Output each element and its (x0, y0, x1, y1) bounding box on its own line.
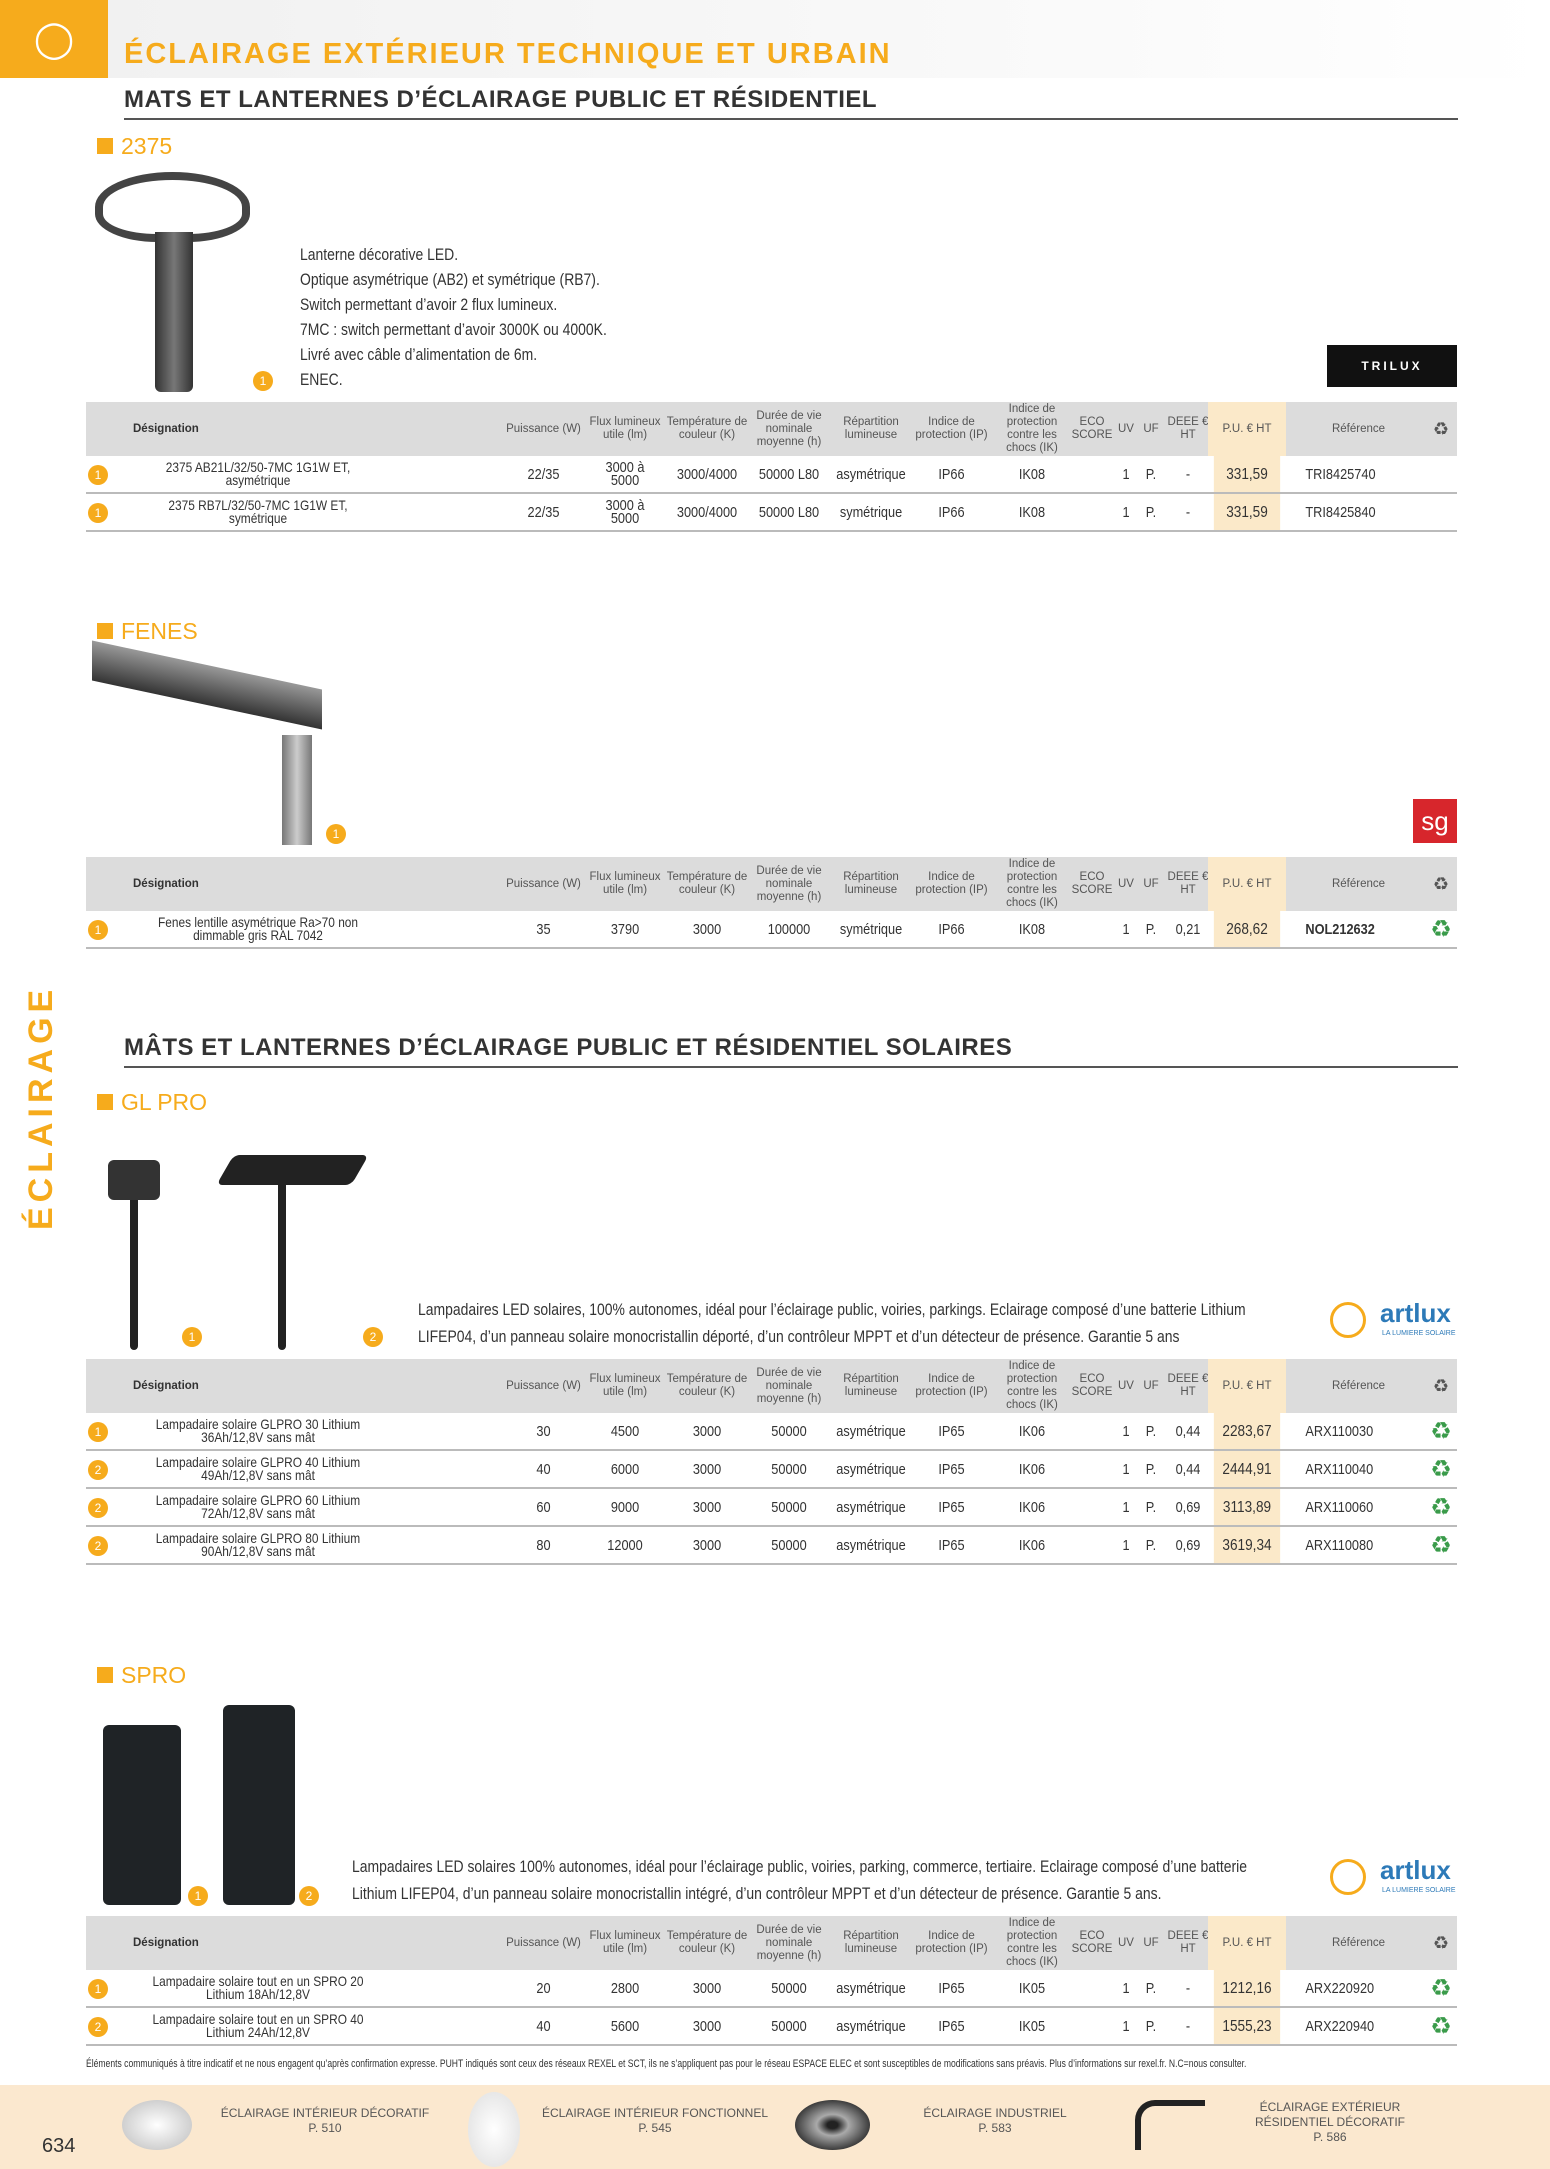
cell-ik: IK06 (1018, 1460, 1046, 1478)
reference-badge: 1 (88, 465, 108, 485)
cell-uf: P. (1145, 503, 1157, 521)
column-header-repartition: Répartition lumineuse (843, 416, 899, 441)
artlux-text: artlux (1380, 1855, 1451, 1885)
footer-link-label: ÉCLAIRAGE EXTÉRIEUR RÉSIDENTIEL DÉCORATIF (1254, 2100, 1406, 2129)
product-table (86, 1916, 1457, 2046)
footer-link-label: ÉCLAIRAGE INDUSTRIEL (923, 2106, 1067, 2120)
cell-reference: ARX220940 (1305, 2017, 1375, 2035)
column-header-repartition: Répartition lumineuse (843, 1373, 899, 1398)
column-header-deee: DEEE € HT (1167, 416, 1209, 441)
column-header-repartition: Répartition lumineuse (843, 871, 899, 896)
cell-prix: 1555,23 (1214, 2008, 1280, 2044)
table-header (86, 1359, 1457, 1413)
cell-ip: IP66 (938, 503, 965, 521)
recycle-icon: ♻ (1432, 873, 1450, 894)
column-header-uv: UV (1118, 422, 1134, 435)
streetlight-image (92, 655, 332, 845)
cell-ip: IP66 (938, 465, 965, 483)
cell-repartition: asymétrique (836, 1536, 906, 1554)
cell-flux: 12000 (607, 1536, 643, 1554)
reference-badge: 2 (299, 1886, 319, 1906)
column-header-reference: Référence (1331, 422, 1386, 435)
side-label: ÉCLAIRAGE (22, 984, 60, 1230)
reference-badge: 1 (88, 1422, 108, 1442)
cell-temperature: 3000 (692, 1422, 722, 1440)
column-header-uv: UV (1118, 1936, 1134, 1949)
desc-line: Lanterne décorative LED. (300, 245, 459, 264)
desc-line: Lampadaires LED solaires, 100% autonomes, idéal pour l’éclairage public, voiries, parkings. Eclairage composé d’une batterie Lithium (418, 1300, 1246, 1319)
cell-prix: 331,59 (1214, 494, 1280, 530)
reference-badge: 2 (88, 1536, 108, 1556)
product-table (86, 402, 1457, 532)
desc-line: Optique asymétrique (AB2) et symétrique (RB7). (300, 270, 600, 289)
column-header-temperature: Température de couleur (K) (666, 871, 748, 896)
table-row[interactable] (86, 456, 1457, 494)
footer-link-page: P. 545 (638, 2121, 672, 2135)
column-header-designation: Désignation (133, 422, 199, 435)
cell-prix: 2283,67 (1214, 1413, 1280, 1449)
cell-prix: 3113,89 (1214, 1489, 1280, 1525)
artlux-logo (1330, 1855, 1458, 1901)
cell-repartition: symétrique (839, 920, 903, 938)
product-description (418, 1296, 1246, 1350)
reference-badge: 1 (326, 824, 346, 844)
section-title: MÂTS ET LANTERNES D’ÉCLAIRAGE PUBLIC ET RÉSIDENTIEL SOLAIRES (124, 1034, 1458, 1068)
table-row[interactable] (86, 494, 1457, 532)
column-header-ik: Indice de protection contre les chocs (IK) (1006, 858, 1058, 909)
desc-line: Lithium LIFEP04, d’un panneau solaire monocristallin intégré, d’un contrôleur MPPT et d’un détecteur de présence. Garantie 5 ans. (352, 1884, 1162, 1903)
column-header-uv: UV (1118, 1379, 1134, 1392)
column-header-puissance: Puissance (W) (506, 877, 581, 890)
column-header-reference: Référence (1331, 1379, 1386, 1392)
cell-uf: P. (1145, 1979, 1157, 1997)
cell-duree: 50000 (771, 1979, 807, 1997)
cell-deee: - (1185, 465, 1191, 483)
cell-uv: 1 (1122, 503, 1130, 521)
eco-icon: ♻ (1430, 1455, 1452, 1483)
cell-ip: IP65 (938, 2017, 965, 2035)
cell-temperature: 3000 (692, 920, 722, 938)
cell-designation: Lampadaire solaire GLPRO 80 Lithium 90Ah/12,8V sans mât (155, 1530, 361, 1559)
desc-line: ENEC. (300, 370, 343, 389)
cell-designation: 2375 RB7L/32/50-7MC 1G1W ET, symétrique (168, 497, 348, 526)
cell-deee: - (1185, 1979, 1191, 1997)
cell-repartition: asymétrique (836, 1498, 906, 1516)
cell-prix: 331,59 (1214, 456, 1280, 492)
cell-ip: IP65 (938, 1422, 965, 1440)
desc-line: 7MC : switch permettant d’avoir 3000K ou 4000K. (300, 320, 607, 339)
cell-reference: ARX110030 (1305, 1422, 1374, 1440)
cell-duree: 50000 (771, 1536, 807, 1554)
desc-line: Switch permettant d’avoir 2 flux lumineux. (300, 295, 558, 314)
eco-icon: ♻ (1430, 1493, 1452, 1521)
cell-reference: NOL212632 (1305, 920, 1375, 938)
cell-ip: IP65 (938, 1536, 965, 1554)
column-header-ik: Indice de protection contre les chocs (IK) (1006, 403, 1058, 454)
footnote: Éléments communiqués à titre indicatif et ne nous engagent qu’après confirmation expresse. PUHT indiqués sont ceux des réseaux REXEL et SCT, ils ne s’appliquent pas pour le réseau ESPACE ELEC et sont susceptibles de modifications sans préavis. Plus d’informations sur rexel.fr. N.C=nous consulter. (86, 2058, 1247, 2070)
reference-badge: 1 (88, 920, 108, 940)
desc-line: Livré avec câble d’alimentation de 6m. (300, 345, 538, 364)
column-header-flux: Flux lumineux utile (lm) (589, 1373, 661, 1398)
column-header-prix: P.U. € HT (1208, 1916, 1286, 1970)
footer-link-label: ÉCLAIRAGE INTÉRIEUR DÉCORATIF (220, 2106, 430, 2120)
cell-deee: 0,44 (1175, 1422, 1201, 1440)
wall-lamp-thumbnail (1135, 2100, 1205, 2150)
table-row[interactable] (86, 1489, 1457, 1527)
footer-link[interactable] (1250, 2100, 1410, 2145)
product-name: FENES (97, 618, 198, 645)
cell-ik: IK08 (1018, 503, 1046, 521)
column-header-eco-score: ECO SCORE (1071, 416, 1113, 441)
table-row[interactable] (86, 1451, 1457, 1489)
product-name: SPRO (97, 1662, 186, 1689)
column-header-prix: P.U. € HT (1208, 857, 1286, 911)
cell-duree: 100000 (767, 920, 811, 938)
sg-logo: sg (1413, 799, 1457, 843)
cell-puissance: 30 (536, 1422, 551, 1440)
cell-ip: IP65 (938, 1979, 965, 1997)
cell-reference: ARX110040 (1305, 1460, 1374, 1478)
cell-deee: - (1185, 503, 1191, 521)
column-header-reference: Référence (1331, 877, 1386, 890)
artlux-text: artlux (1380, 1298, 1451, 1328)
product-table (86, 857, 1457, 949)
cell-deee: 0,69 (1175, 1498, 1201, 1516)
column-header-flux: Flux lumineux utile (lm) (589, 871, 661, 896)
cell-prix: 1212,16 (1214, 1970, 1280, 2006)
column-header-deee: DEEE € HT (1167, 871, 1209, 896)
desc-line: LIFEP04, d’un panneau solaire monocristallin déporté, d’un contrôleur MPPT et d’un détecteur de présence. Garantie 5 ans (418, 1327, 1180, 1346)
cell-temperature: 3000 (692, 2017, 722, 2035)
cell-puissance: 22/35 (527, 503, 560, 521)
page-title: ÉCLAIRAGE EXTÉRIEUR TECHNIQUE ET URBAIN (124, 38, 892, 70)
cell-ik: IK06 (1018, 1498, 1046, 1516)
column-header-puissance: Puissance (W) (506, 1936, 581, 1949)
column-header-deee: DEEE € HT (1167, 1930, 1209, 1955)
column-header-duree: Durée de vie nominale moyenne (h) (756, 409, 822, 448)
column-header-uf: UF (1143, 1936, 1159, 1949)
cell-reference: TRI8425740 (1305, 465, 1376, 483)
trilux-logo: TRILUX (1327, 345, 1457, 387)
cell-duree: 50000 (771, 1422, 807, 1440)
cell-uv: 1 (1122, 1422, 1130, 1440)
column-header-prix: P.U. € HT (1208, 1359, 1286, 1413)
reference-badge: 1 (253, 371, 273, 391)
cell-uv: 1 (1122, 1536, 1130, 1554)
cell-temperature: 3000 (692, 1460, 722, 1478)
solar-pole-image (278, 1175, 286, 1350)
cell-reference: ARX220920 (1305, 1979, 1375, 1997)
cell-uf: P. (1145, 1498, 1157, 1516)
column-header-ip: Indice de protection (IP) (915, 1373, 988, 1398)
cell-uf: P. (1145, 465, 1157, 483)
cell-puissance: 80 (536, 1536, 551, 1554)
reference-badge: 2 (88, 1498, 108, 1518)
cell-ip: IP66 (938, 920, 965, 938)
eco-icon: ♻ (1430, 1417, 1452, 1445)
cell-duree: 50000 (771, 2017, 807, 2035)
reference-badge: 2 (88, 2017, 108, 2037)
desc-line: Lampadaires LED solaires 100% autonomes, idéal pour l’éclairage public, voiries, parking, commerce, tertiaire. Eclairage composé d’une batterie (352, 1857, 1247, 1876)
cell-flux: 2800 (610, 1979, 640, 1997)
column-header-uf: UF (1143, 1379, 1159, 1392)
column-header-duree: Durée de vie nominale moyenne (h) (756, 864, 822, 903)
reference-badge: 1 (88, 503, 108, 523)
column-header-ip: Indice de protection (IP) (915, 871, 988, 896)
cell-uv: 1 (1122, 1460, 1130, 1478)
footer-link[interactable] (540, 2106, 770, 2136)
cell-puissance: 40 (536, 1460, 551, 1478)
cell-ik: IK08 (1018, 920, 1046, 938)
cell-uf: P. (1145, 920, 1157, 938)
cell-prix: 268,62 (1214, 911, 1280, 947)
lantern-image (95, 172, 250, 392)
downlight-thumbnail (122, 2100, 192, 2150)
table-row[interactable] (86, 1970, 1457, 2008)
cell-flux: 5600 (610, 2017, 640, 2035)
footer-link-page: P. 510 (308, 2121, 342, 2135)
column-header-repartition: Répartition lumineuse (843, 1930, 899, 1955)
cell-reference: TRI8425840 (1305, 503, 1376, 521)
cell-ik: IK06 (1018, 1536, 1046, 1554)
column-header-flux: Flux lumineux utile (lm) (589, 416, 661, 441)
column-header-duree: Durée de vie nominale moyenne (h) (756, 1366, 822, 1405)
column-header-puissance: Puissance (W) (506, 1379, 581, 1392)
cell-uf: P. (1145, 2017, 1157, 2035)
cell-ik: IK06 (1018, 1422, 1046, 1440)
reference-badge: 2 (88, 1460, 108, 1480)
product-description (352, 1853, 1247, 1907)
cell-flux: 3000 à 5000 (605, 459, 645, 489)
cell-puissance: 40 (536, 2017, 551, 2035)
cell-repartition: asymétrique (836, 1422, 906, 1440)
column-header-ip: Indice de protection (IP) (915, 416, 988, 441)
eco-icon: ♻ (1430, 1974, 1452, 2002)
cell-uv: 1 (1122, 1498, 1130, 1516)
recycle-icon: ♻ (1432, 1932, 1450, 1953)
product-name: GL PRO (97, 1089, 207, 1116)
column-header-puissance: Puissance (W) (506, 422, 581, 435)
footer-link-page: P. 583 (978, 2121, 1012, 2135)
column-header-uf: UF (1143, 422, 1159, 435)
table-header (86, 1916, 1457, 1970)
column-header-uv: UV (1118, 877, 1134, 890)
cell-duree: 50000 L80 (758, 503, 820, 521)
eco-icon: ♻ (1430, 2012, 1452, 2040)
column-header-deee: DEEE € HT (1167, 1373, 1209, 1398)
column-header-eco-score: ECO SCORE (1071, 871, 1113, 896)
cell-flux: 3000 à 5000 (605, 497, 645, 527)
footer-link-page: P. 586 (1313, 2130, 1347, 2144)
cell-reference: ARX110080 (1305, 1536, 1374, 1554)
column-header-reference: Référence (1331, 1936, 1386, 1949)
product-description (300, 242, 607, 392)
spro-40-image (223, 1705, 295, 1905)
table-row[interactable] (86, 1527, 1457, 1565)
cell-designation: Lampadaire solaire tout en un SPRO 40 Lithium 24Ah/12,8V (152, 2011, 364, 2040)
table-row[interactable] (86, 911, 1457, 949)
column-header-temperature: Température de couleur (K) (666, 1930, 748, 1955)
reference-badge: 1 (182, 1327, 202, 1347)
eco-icon: ♻ (1430, 915, 1452, 943)
table-header (86, 857, 1457, 911)
cell-reference: ARX110060 (1305, 1498, 1374, 1516)
reference-badge: 1 (188, 1886, 208, 1906)
product-table (86, 1359, 1457, 1565)
panel-light-thumbnail (468, 2092, 520, 2167)
cell-deee: 0,44 (1175, 1460, 1201, 1478)
column-header-designation: Désignation (133, 1379, 199, 1392)
column-header-ik: Indice de protection contre les chocs (IK) (1006, 1917, 1058, 1968)
reference-badge: 2 (363, 1327, 383, 1347)
column-header-temperature: Température de couleur (K) (666, 416, 748, 441)
spro-20-image (103, 1725, 181, 1905)
cell-flux: 6000 (610, 1460, 640, 1478)
solar-panel-image (216, 1155, 368, 1185)
cell-ik: IK05 (1018, 2017, 1046, 2035)
cell-ip: IP65 (938, 1498, 965, 1516)
cell-temperature: 3000/4000 (676, 465, 738, 483)
cell-uv: 1 (1122, 1979, 1130, 1997)
reference-badge: 1 (88, 1979, 108, 1999)
cell-temperature: 3000 (692, 1498, 722, 1516)
cell-uv: 1 (1122, 2017, 1130, 2035)
cell-duree: 50000 L80 (758, 465, 820, 483)
column-header-ik: Indice de protection contre les chocs (IK) (1006, 1360, 1058, 1411)
artlux-logo (1330, 1298, 1458, 1344)
column-header-flux: Flux lumineux utile (lm) (589, 1930, 661, 1955)
cell-flux: 4500 (610, 1422, 640, 1440)
column-header-prix: P.U. € HT (1208, 402, 1286, 456)
cell-prix: 2444,91 (1214, 1451, 1280, 1487)
cell-puissance: 20 (536, 1979, 551, 1997)
column-header-temperature: Température de couleur (K) (666, 1373, 748, 1398)
cell-puissance: 22/35 (527, 465, 560, 483)
artlux-sub: LA LUMIERE SOLAIRE (1382, 1330, 1456, 1337)
cell-flux: 3790 (610, 920, 640, 938)
cell-designation: Lampadaire solaire GLPRO 60 Lithium 72Ah/12,8V sans mât (155, 1492, 361, 1521)
table-row[interactable] (86, 1413, 1457, 1451)
cell-deee: - (1185, 2017, 1191, 2035)
cell-duree: 50000 (771, 1498, 807, 1516)
cell-designation: Fenes lentille asymétrique Ra>70 non dimmable gris RAL 7042 (157, 914, 359, 943)
cell-uv: 1 (1122, 920, 1130, 938)
cell-designation: 2375 AB21L/32/50-7MC 1G1W ET, asymétrique (165, 459, 351, 488)
cell-deee: 0,69 (1175, 1536, 1201, 1554)
section-title: MATS ET LANTERNES D’ÉCLAIRAGE PUBLIC ET RÉSIDENTIEL (124, 86, 1458, 120)
footer-link-label: ÉCLAIRAGE INTÉRIEUR FONCTIONNEL (541, 2106, 769, 2120)
cell-ip: IP65 (938, 1460, 965, 1478)
column-header-eco-score: ECO SCORE (1071, 1930, 1113, 1955)
cell-puissance: 60 (536, 1498, 551, 1516)
cell-repartition: symétrique (839, 503, 903, 521)
cell-repartition: asymétrique (836, 1979, 906, 1997)
column-header-duree: Durée de vie nominale moyenne (h) (756, 1923, 822, 1962)
cell-temperature: 3000 (692, 1979, 722, 1997)
cell-uf: P. (1145, 1460, 1157, 1478)
cell-uf: P. (1145, 1422, 1157, 1440)
column-header-designation: Désignation (133, 877, 199, 890)
footer-link[interactable] (210, 2106, 440, 2136)
cell-puissance: 35 (536, 920, 551, 938)
recycle-icon: ♻ (1432, 418, 1450, 439)
footer-link[interactable] (880, 2106, 1110, 2136)
cell-repartition: asymétrique (836, 465, 906, 483)
lightbulb-icon: ◯ (0, 0, 108, 78)
artlux-sub: LA LUMIERE SOLAIRE (1382, 1887, 1456, 1894)
eco-icon: ♻ (1430, 1531, 1452, 1559)
cell-repartition: asymétrique (836, 2017, 906, 2035)
cell-designation: Lampadaire solaire GLPRO 40 Lithium 49Ah/12,8V sans mât (155, 1454, 361, 1483)
page-number: 634 (42, 2135, 76, 2157)
column-header-uf: UF (1143, 877, 1159, 890)
table-header (86, 402, 1457, 456)
cell-prix: 3619,34 (1214, 1527, 1280, 1563)
column-header-ip: Indice de protection (IP) (915, 1930, 988, 1955)
cell-designation: Lampadaire solaire tout en un SPRO 20 Lithium 18Ah/12,8V (152, 1973, 364, 2002)
cell-deee: 0,21 (1175, 920, 1201, 938)
cell-ik: IK05 (1018, 1979, 1046, 1997)
cell-flux: 9000 (610, 1498, 640, 1516)
product-name: 2375 (97, 133, 172, 160)
cell-duree: 50000 (771, 1460, 807, 1478)
cell-repartition: asymétrique (836, 1460, 906, 1478)
column-header-designation: Désignation (133, 1936, 199, 1949)
cell-uv: 1 (1122, 465, 1130, 483)
column-header-eco-score: ECO SCORE (1071, 1373, 1113, 1398)
recycle-icon: ♻ (1432, 1375, 1450, 1396)
cell-temperature: 3000/4000 (676, 503, 738, 521)
cell-ik: IK08 (1018, 465, 1046, 483)
cell-temperature: 3000 (692, 1536, 722, 1554)
table-row[interactable] (86, 2008, 1457, 2046)
solar-panel-image (108, 1160, 160, 1200)
cell-uf: P. (1145, 1536, 1157, 1554)
cell-designation: Lampadaire solaire GLPRO 30 Lithium 36Ah/12,8V sans mât (155, 1416, 361, 1445)
highbay-thumbnail (795, 2100, 870, 2150)
